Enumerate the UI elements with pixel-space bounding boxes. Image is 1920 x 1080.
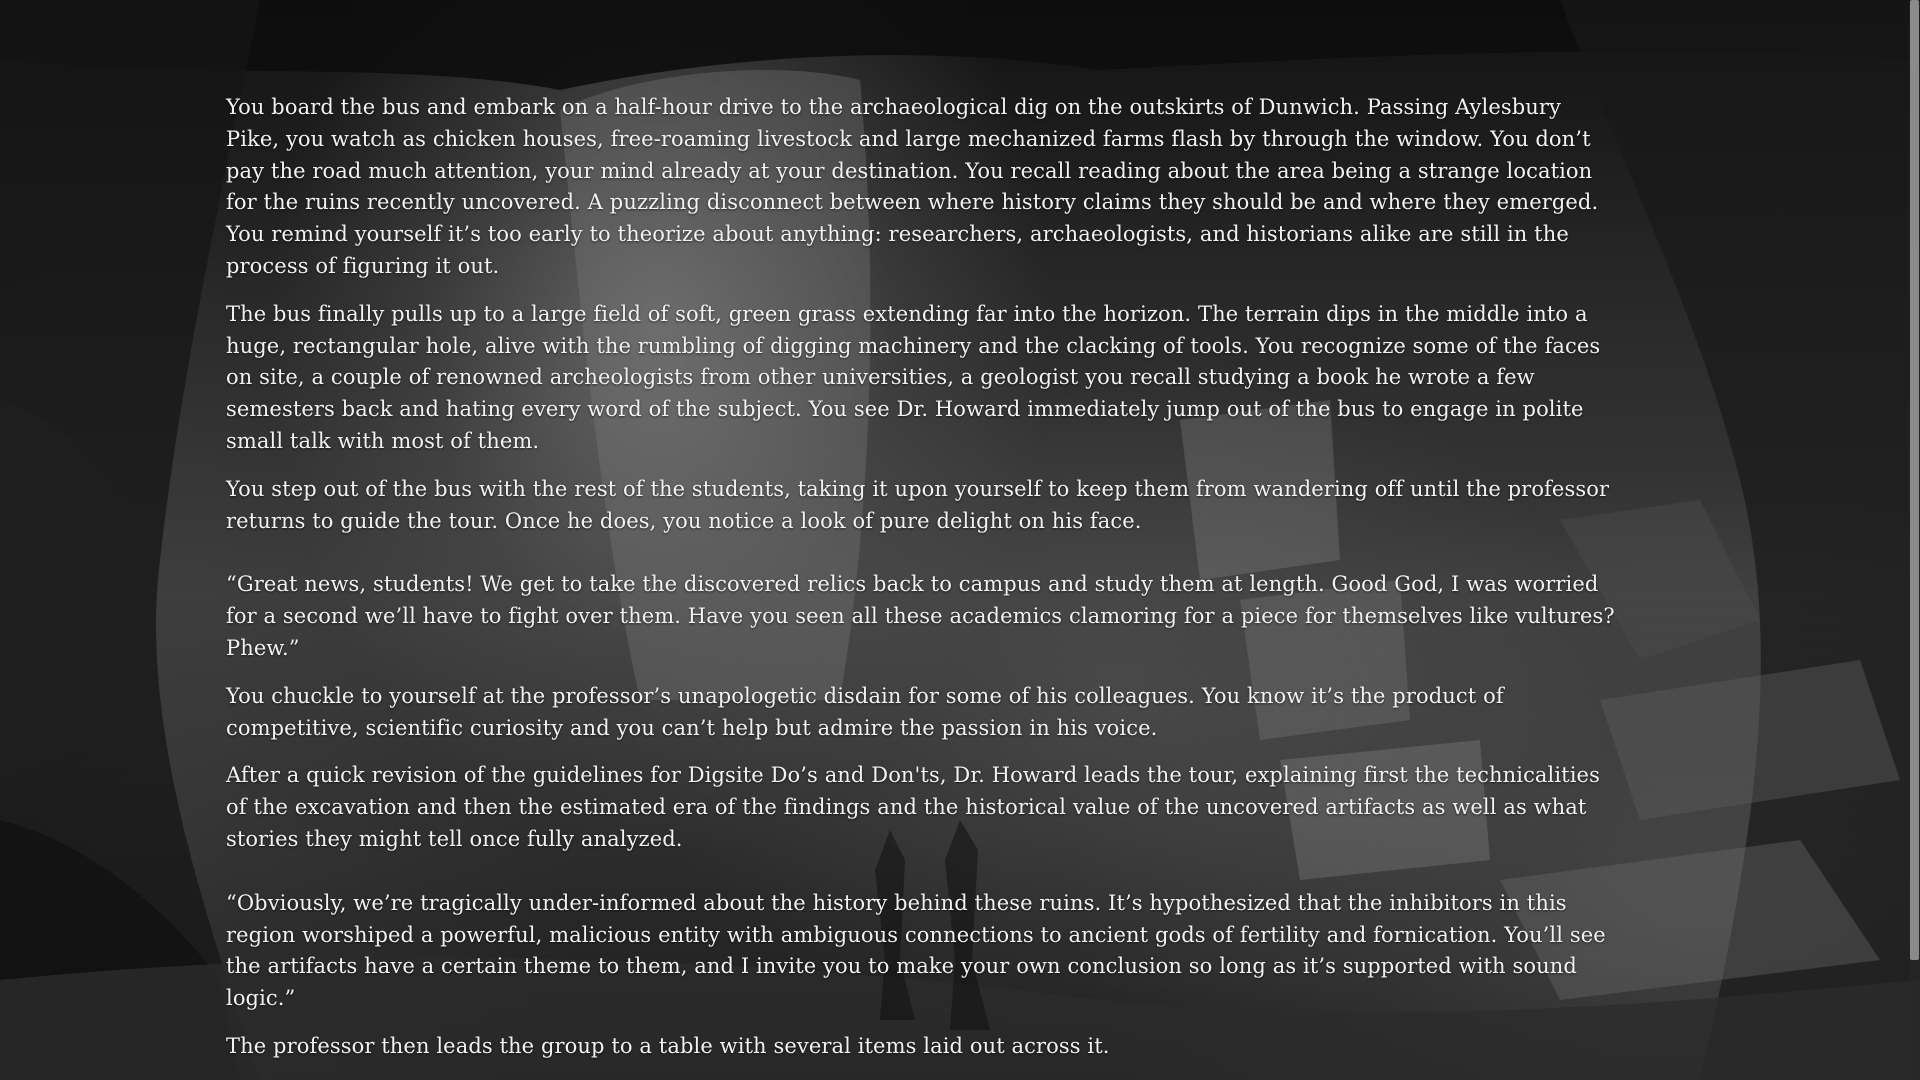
scrollbar-thumb[interactable] [1910,0,1919,960]
story-paragraph-2: The bus finally pulls up to a large field of soft, green grass extending far into the horizon. The terrain dips in the middle into a huge, rectangular hole, alive with the rumbling of digging machinery and the clacking of tools. You recognize some of the faces on site, a couple of renowned archeologists from other universities, a geologist you recall studying a book he wrote a few semesters back and hating every word of the subject. You see Dr. Howard immediately jump out of the bus to engage in polite small talk with most of them. [226,301,1601,453]
story-text [226,92,1616,1079]
story-paragraph-4: You chuckle to yourself at the professor’s unapologetic disdain for some of his colleagues. You know it’s the product of competitive, scientific curiosity and you can’t help but admire the passion in his voice. [226,683,1504,740]
vertical-scrollbar[interactable] [1909,0,1920,1080]
story-quote-2: “Obviously, we’re tragically under-informed about the history behind these ruins. It’s hypothesized that the inhibitors in this region worshiped a powerful, malicious entity with ambiguous connections to ancient gods of fertility and fornication. You’ll see the artifacts have a certain theme to them, and I invite you to make your own conclusion so long as it’s supported with sound logic.” [226,890,1606,1011]
story-paragraph-1: You board the bus and embark on a half-hour drive to the archaeological dig on the outskirts of Dunwich. Passing Aylesbury Pike, you watch as chicken houses, free-roaming livestock and large mechanized farms flash by through the window. You don’t pay the road much attention, your mind already at your destination. You recall reading about the area being a strange location for the ruins recently uncovered. A puzzling disconnect between where history claims they should be and where they emerged. You remind yourself it’s too early to theorize about anything: researchers, archaeologists, and historians alike are still in the process of figuring it out. [226,95,1599,278]
story-paragraph-5: After a quick revision of the guidelines for Digsite Do’s and Don'ts, Dr. Howard leads the tour, explaining first the technicalities of the excavation and then the estimated era of the findings and the historical value of the uncovered artifacts as well as what stories they might tell once fully analyzed. [226,763,1600,851]
story-quote-1: “Great news, students! We get to take the discovered relics back to campus and study them at length. Good God, I was worried for a second we’ll have to fight over them. Have you seen all these academics clamoring for a piece for themselves like vultures? Phew.” [226,572,1615,660]
story-paragraph-3: You step out of the bus with the rest of the students, taking it upon yourself to keep them from wandering off until the professor returns to guide the tour. Once he does, you notice a look of pure delight on his face. [226,476,1610,533]
story-paragraph-6: The professor then leads the group to a table with several items laid out across it. [226,1033,1110,1058]
